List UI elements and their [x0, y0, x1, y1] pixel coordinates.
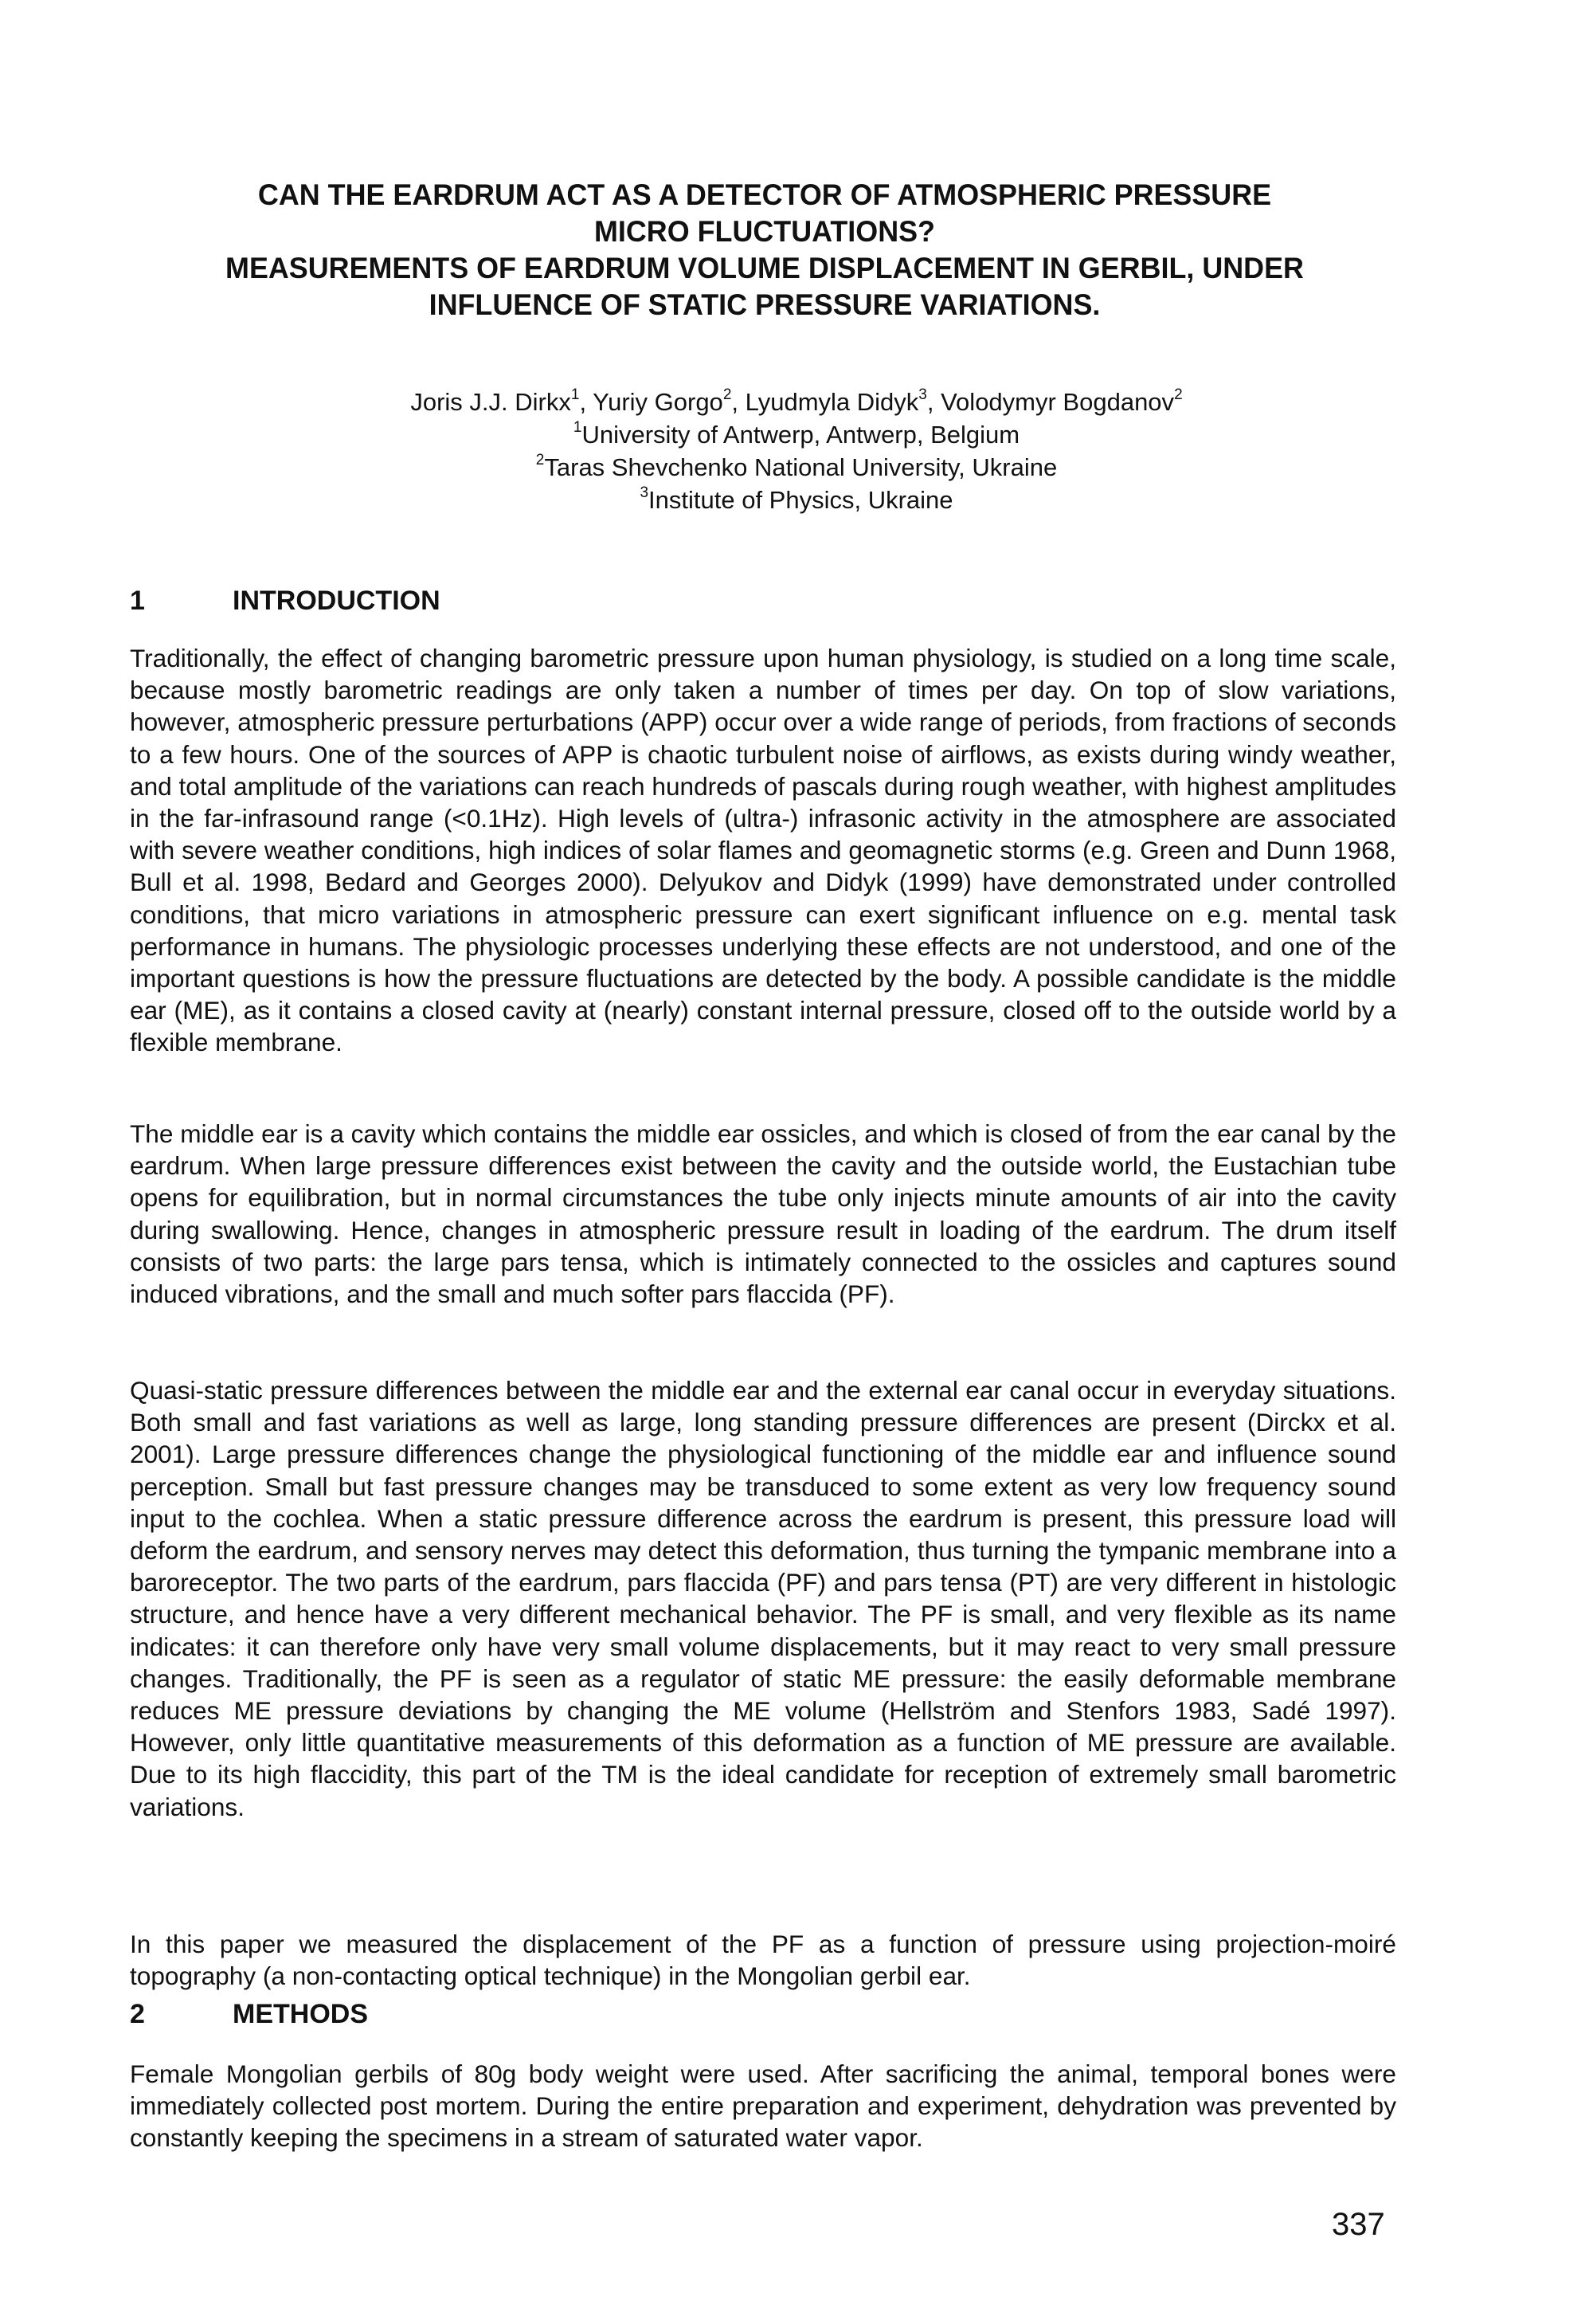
paper-title [147, 177, 1383, 323]
author-list [239, 386, 1354, 418]
title-line: CAN THE EARDRUM ACT AS A DETECTOR OF ATMOSPHERIC PRESSURE [257, 178, 1272, 211]
separator: , [579, 388, 593, 416]
affiliation [239, 484, 1354, 516]
paragraph: In this paper we measured the displacement of the PF as a function of pressure using projection-moiré topography (a non-contacting optical technique) in the Mongolian gerbil ear. [130, 1930, 1396, 1991]
section-heading-methods [130, 1998, 368, 2030]
section-number: 1 [130, 586, 145, 616]
author-name: Volodymyr Bogdanov [941, 388, 1175, 416]
section-heading-introduction [130, 585, 440, 617]
paragraph: Quasi-static pressure differences between the middle ear and the external ear canal occur in everyday situations. Both small and fast variations as well as large, long standing pressure differences are present (Dirckx et al. 2001). Large pressure differences change the physiological functioning of the middle ear and influence sound perception. Small but fast pressure changes may be transduced to some extent as very low frequency sound input to the cochlea. When a static pressure difference across the eardrum is present, this pressure load will deform the eardrum, and sensory nerves may detect this deformation, thus turning the tympanic membrane into a baroreceptor. The two parts of the eardrum, pars flaccida (PF) and pars tensa (PT) are very different in histologic structure, and hence have a very different mechanical behavior. The PF is small, and very flexible as its name indicates: it can therefore only have very small volume displacements, but it may react to very small pressure changes. Traditionally, the PF is seen as a regulator of static ME pressure: the easily deformable membrane reduces ME pressure deviations by changing the ME volume (Hellström and Stenfors 1983, Sadé 1997). However, only little quantitative measurements of this deformation as a function of ME pressure are available. Due to its high flaccidity, this part of the TM is the ideal candidate for reception of extremely small barometric variations. [130, 1376, 1396, 1821]
affiliation-mark: 3 [640, 484, 649, 501]
section-title: INTRODUCTION [233, 586, 440, 616]
title-line: MEASUREMENTS OF EARDRUM VOLUME DISPLACEMENT IN GERBIL, UNDER [225, 252, 1304, 284]
separator: , [731, 388, 746, 416]
section-title: METHODS [233, 1999, 368, 2029]
author-affiliation-mark: 1 [570, 386, 580, 403]
affiliation-mark: 2 [535, 451, 545, 468]
author-affiliation-mark: 3 [918, 386, 927, 403]
affiliation-text: University of Antwerp, Antwerp, Belgium [581, 421, 1020, 449]
author-affiliation-mark: 2 [1174, 386, 1183, 403]
paragraph: Traditionally, the effect of changing barometric pressure upon human physiology, is studied on a long time scale, because mostly barometric readings are only taken a number of times per day. On top of slow variations, however, atmospheric pressure perturbations (APP) occur over a wide range of periods, from fractions of seconds to a few hours. One of the sources of APP is chaotic turbulent noise of airflows, as exists during windy weather, and total amplitude of the variations can reach hundreds of pascals during rough weather, with highest amplitudes in the far-infrasound range (<0.1Hz). High levels of (ultra-) infrasonic activity in the atmosphere are associated with severe weather conditions, high indices of solar flames and geomagnetic storms (e.g. Green and Dunn 1968, Bull et al. 1998, Bedard and Georges 2000). Delyukov and Didyk (1999) have demonstrated under controlled conditions, that micro variations in atmospheric pressure can exert significant influence on e.g. mental task performance in humans. The physiologic processes underlying these effects are not understood, and one of the important questions is how the pressure fluctuations are detected by the body. A possible candidate is the middle ear (ME), as it contains a closed cavity at (nearly) constant internal pressure, closed off to the outside world by a flexible membrane. [130, 644, 1396, 1057]
affiliation [239, 451, 1354, 484]
author-name: Joris J.J. Dirkx [410, 388, 571, 416]
affiliation [239, 418, 1354, 451]
author-name: Yuriy Gorgo [593, 388, 723, 416]
author-affiliation-mark: 2 [722, 386, 732, 403]
paragraph: Female Mongolian gerbils of 80g body weight were used. After sacrificing the animal, temporal bones were immediately collected post mortem. During the entire preparation and experiment, dehydration was prevented by constantly keeping the specimens in a stream of saturated water vapor. [130, 2059, 1396, 2153]
separator: , [926, 388, 941, 416]
affiliation-mark: 1 [573, 418, 582, 436]
author-block [239, 386, 1354, 516]
page-number: 337 [1332, 2207, 1385, 2242]
affiliation-text: Institute of Physics, Ukraine [648, 486, 953, 514]
title-line: INFLUENCE OF STATIC PRESSURE VARIATIONS. [429, 288, 1101, 321]
title-line: MICRO FLUCTUATIONS? [594, 215, 935, 248]
author-name: Lyudmyla Didyk [745, 388, 919, 416]
affiliation-text: Taras Shevchenko National University, Ukraine [544, 453, 1058, 481]
paragraph: The middle ear is a cavity which contains the middle ear ossicles, and which is closed of from the ear canal by the eardrum. When large pressure differences exist between the cavity and the outside world, the Eustachian tube opens for equilibration, but in normal circumstances the tube only injects minute amounts of air into the cavity during swallowing. Hence, changes in atmospheric pressure result in loading of the eardrum. The drum itself consists of two parts: the large pars tensa, which is intimately connected to the ossicles and captures sound induced vibrations, and the small and much softer pars flaccida (PF). [130, 1119, 1396, 1309]
section-number: 2 [130, 1999, 145, 2029]
